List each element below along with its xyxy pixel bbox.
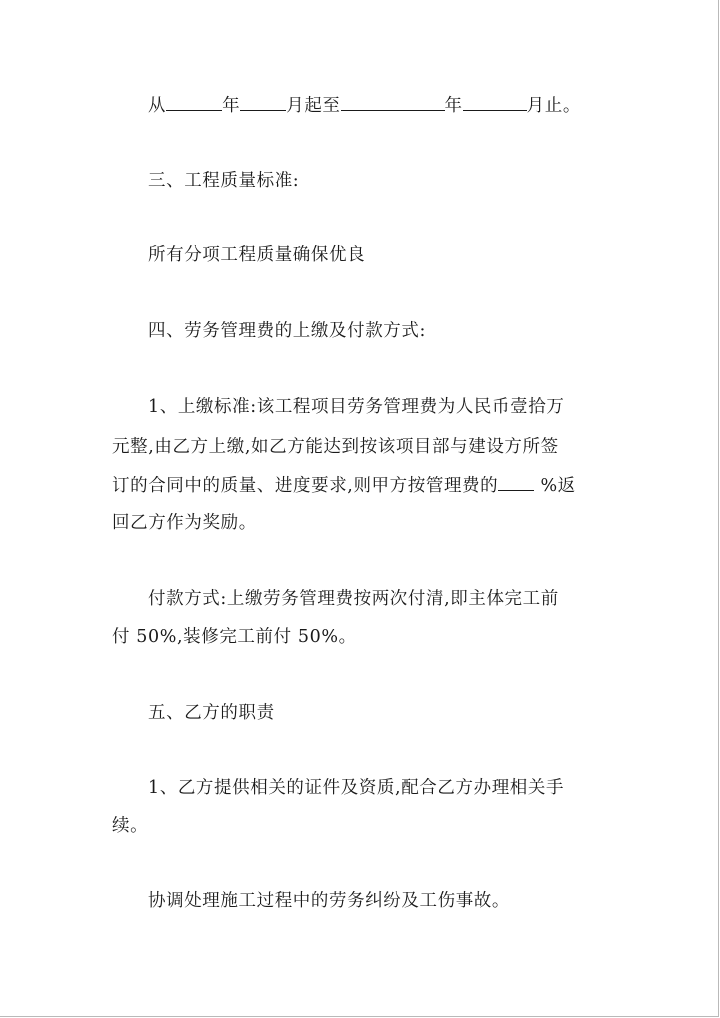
blank-end-year (341, 96, 445, 111)
section4-item1-line4: 回乙方作为奖励。 (112, 513, 257, 533)
section3-text: 所有分项工程质量确保优良 (148, 245, 366, 265)
blank-end-month (463, 96, 527, 111)
blank-start-month (240, 96, 286, 111)
section5-item2: 协调处理施工过程中的劳务纠纷及工伤事故。 (148, 891, 510, 911)
section5-heading: 五、乙方的职责 (148, 703, 275, 723)
period-from: 从 (148, 96, 167, 116)
section5-item1-line1: 1、乙方提供相关的证件及资质,配合乙方办理相关手 (148, 778, 565, 798)
payment-line2: 付 50%,装修完工前付 50%。 (112, 627, 357, 647)
section4-heading: 四、劳务管理费的上缴及付款方式: (148, 321, 426, 341)
period-year2: 年 (444, 96, 463, 116)
section4-item1-line3 (112, 475, 576, 497)
period-year1: 年 (222, 96, 241, 116)
payment-line1: 付款方式:上缴劳务管理费按两次付清,即主体完工前 (148, 589, 559, 609)
blank-start-year (166, 96, 222, 111)
period-month-start: 月起至 (286, 96, 341, 116)
period-month-end: 月止。 (526, 96, 581, 116)
section4-item1-line1: 1、上缴标准:该工程项目劳务管理费为人民币壹拾万 (148, 397, 565, 417)
section4-item1-line3-after: %返 (540, 476, 576, 496)
period-line (148, 95, 581, 117)
section3-heading: 三、工程质量标准: (148, 171, 300, 191)
section4-item1-line2: 元整,由乙方上缴,如乙方能达到按该项目部与建设方所签 (112, 437, 559, 457)
section4-item1-line3-before: 订的合同中的质量、进度要求,则甲方按管理费的 (112, 476, 499, 496)
section5-item1-line2: 续。 (112, 816, 149, 836)
blank-reward-percent (498, 476, 534, 491)
